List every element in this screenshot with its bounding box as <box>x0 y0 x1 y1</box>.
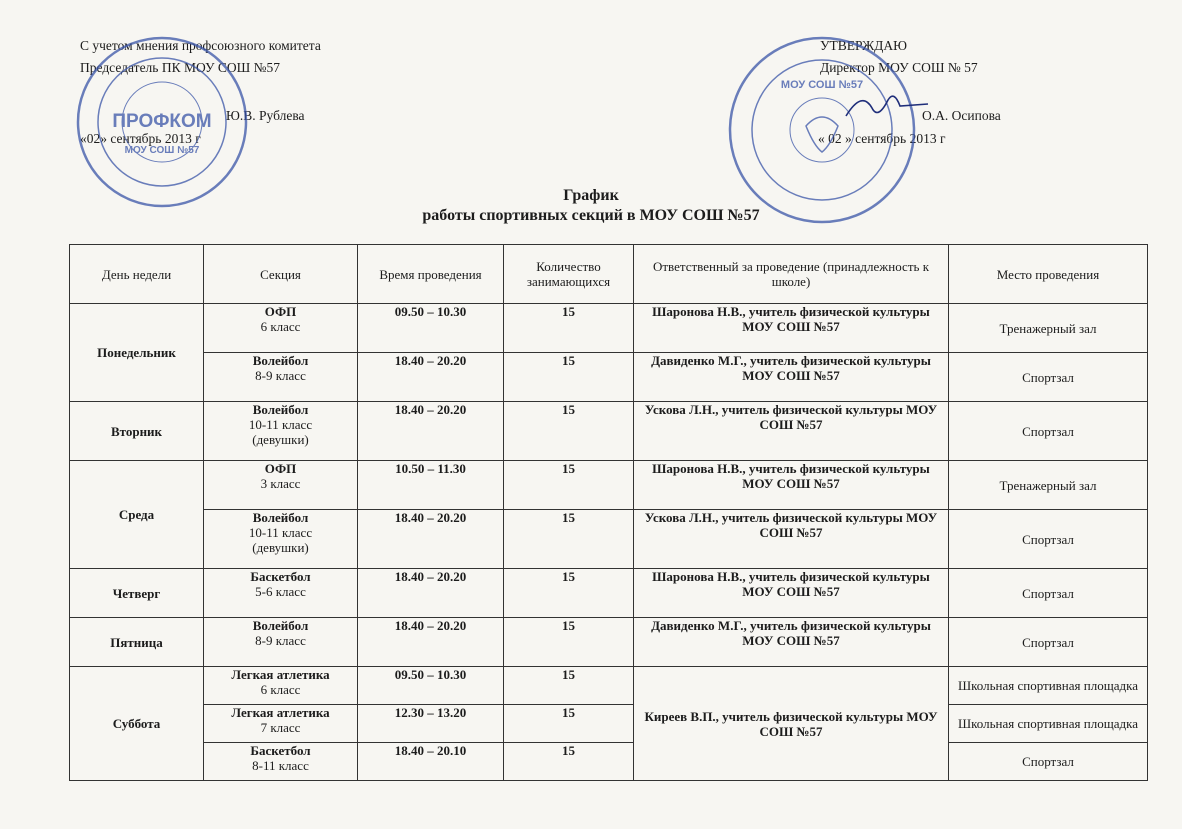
profkom-stamp <box>72 32 252 212</box>
schedule-table <box>69 244 1148 781</box>
table-row <box>70 461 1148 510</box>
place-cell: Тренажерный зал <box>949 304 1148 353</box>
table-header-row <box>70 245 1148 304</box>
section-grade: 8-9 класс <box>255 633 306 648</box>
responsible-cell: Шаронова Н.В., учитель физической культуры МОУ СОШ №57 <box>634 569 949 618</box>
section-cell <box>204 705 358 743</box>
day-cell: Понедельник <box>70 304 204 402</box>
section-grade: 8-11 класс <box>252 758 309 773</box>
section-cell <box>204 618 358 667</box>
header-section: Секция <box>204 245 358 304</box>
section-note: (девушки) <box>252 432 309 447</box>
section-cell <box>204 304 358 353</box>
responsible-cell: Ускова Л.Н., учитель физической культуры МОУ СОШ №57 <box>634 510 949 569</box>
table-row <box>70 618 1148 667</box>
responsible-cell: Ускова Л.Н., учитель физической культуры МОУ СОШ №57 <box>634 402 949 461</box>
section-note: (девушки) <box>252 540 309 555</box>
section-grade: 7 класс <box>260 720 301 735</box>
section-name: Легкая атлетика <box>231 667 330 682</box>
section-grade: 3 класс <box>260 476 301 491</box>
responsible-cell: Шаронова Н.В., учитель физической культуры МОУ СОШ №57 <box>634 304 949 353</box>
table-row <box>70 667 1148 705</box>
day-cell: Пятница <box>70 618 204 667</box>
section-cell <box>204 569 358 618</box>
count-cell: 15 <box>504 402 634 461</box>
section-grade: 10-11 класс <box>248 525 313 540</box>
left-header-line1: С учетом мнения профсоюзного комитета <box>80 38 321 53</box>
right-header-line2: Директор МОУ СОШ № 57 <box>820 60 978 75</box>
section-grade: 5-6 класс <box>255 584 306 599</box>
section-cell <box>204 353 358 402</box>
table-row <box>70 402 1148 461</box>
profkom-stamp-subtext: МОУ СОШ №57 <box>124 145 200 156</box>
section-name: Волейбол <box>252 402 309 417</box>
time-cell: 18.40 – 20.20 <box>358 569 504 618</box>
time-cell: 18.40 – 20.20 <box>358 618 504 667</box>
place-cell: Спортзал <box>949 618 1148 667</box>
day-cell: Вторник <box>70 402 204 461</box>
time-cell: 18.40 – 20.10 <box>358 743 504 781</box>
place-cell: Школьная спортивная площадка <box>949 667 1148 705</box>
section-name: ОФП <box>264 304 297 319</box>
section-grade: 8-9 класс <box>255 368 306 383</box>
count-cell: 15 <box>504 461 634 510</box>
left-header-line3: Ю.В. Рублева <box>226 108 305 123</box>
time-cell: 10.50 – 11.30 <box>358 461 504 510</box>
responsible-cell: Киреев В.П., учитель физической культуры МОУ СОШ №57 <box>634 667 949 781</box>
director-signature <box>842 86 932 126</box>
responsible-cell: Давиденко М.Г., учитель физической культуры МОУ СОШ №57 <box>634 618 949 667</box>
time-cell: 09.50 – 10.30 <box>358 667 504 705</box>
place-cell: Спортзал <box>949 510 1148 569</box>
section-name: Волейбол <box>252 510 309 525</box>
table-row <box>70 705 1148 743</box>
count-cell: 15 <box>504 510 634 569</box>
profkom-stamp-text: ПРОФКОМ <box>112 111 212 132</box>
responsible-cell: Давиденко М.Г., учитель физической культуры МОУ СОШ №57 <box>634 353 949 402</box>
table-row <box>70 510 1148 569</box>
time-cell: 18.40 – 20.20 <box>358 510 504 569</box>
place-cell: Спортзал <box>949 569 1148 618</box>
count-cell: 15 <box>504 569 634 618</box>
place-cell: Спортзал <box>949 353 1148 402</box>
place-cell: Спортзал <box>949 402 1148 461</box>
day-cell: Среда <box>70 461 204 569</box>
table-row <box>70 569 1148 618</box>
count-cell: 15 <box>504 304 634 353</box>
school-stamp-text: МОУ СОШ №57 <box>780 79 864 91</box>
place-cell: Школьная спортивная площадка <box>949 705 1148 743</box>
place-cell: Спортзал <box>949 743 1148 781</box>
responsible-cell: Шаронова Н.В., учитель физической культуры МОУ СОШ №57 <box>634 461 949 510</box>
section-cell <box>204 402 358 461</box>
time-cell: 18.40 – 20.20 <box>358 353 504 402</box>
section-name: Волейбол <box>252 618 309 633</box>
place-cell: Тренажерный зал <box>949 461 1148 510</box>
table-row <box>70 304 1148 353</box>
section-name: Баскетбол <box>250 569 311 584</box>
table-row <box>70 353 1148 402</box>
page-subtitle: работы спортивных секций в МОУ СОШ №57 <box>422 207 760 224</box>
header-place: Место проведения <box>949 245 1148 304</box>
left-header-line2: Председатель ПК МОУ СОШ №57 <box>80 60 281 75</box>
right-header-line3: О.А. Осипова <box>922 108 1001 123</box>
page-title: График <box>563 187 619 204</box>
header-count: Количество занимающихся <box>504 245 634 304</box>
day-cell: Четверг <box>70 569 204 618</box>
count-cell: 15 <box>504 705 634 743</box>
section-name: ОФП <box>264 461 297 476</box>
day-cell: Суббота <box>70 667 204 781</box>
section-grade: 6 класс <box>260 682 301 697</box>
section-name: Легкая атлетика <box>231 705 330 720</box>
right-header-line4: « 02 » сентябрь 2013 г <box>818 131 946 146</box>
section-cell <box>204 461 358 510</box>
header-responsible: Ответственный за проведение (принадлежность к школе) <box>634 245 949 304</box>
section-grade: 10-11 класс <box>248 417 313 432</box>
section-name: Волейбол <box>252 353 309 368</box>
section-name: Баскетбол <box>250 743 311 758</box>
count-cell: 15 <box>504 618 634 667</box>
left-header-line4: «02» сентябрь 2013 г <box>80 131 201 146</box>
right-header-line1: УТВЕРЖДАЮ <box>820 38 908 53</box>
section-grade: 6 класс <box>260 319 301 334</box>
section-cell <box>204 743 358 781</box>
time-cell: 18.40 – 20.20 <box>358 402 504 461</box>
count-cell: 15 <box>504 353 634 402</box>
time-cell: 12.30 – 13.20 <box>358 705 504 743</box>
section-cell <box>204 510 358 569</box>
table-row <box>70 743 1148 781</box>
count-cell: 15 <box>504 743 634 781</box>
header-time: Время проведения <box>358 245 504 304</box>
count-cell: 15 <box>504 667 634 705</box>
time-cell: 09.50 – 10.30 <box>358 304 504 353</box>
section-cell <box>204 667 358 705</box>
header-day: День недели <box>70 245 204 304</box>
